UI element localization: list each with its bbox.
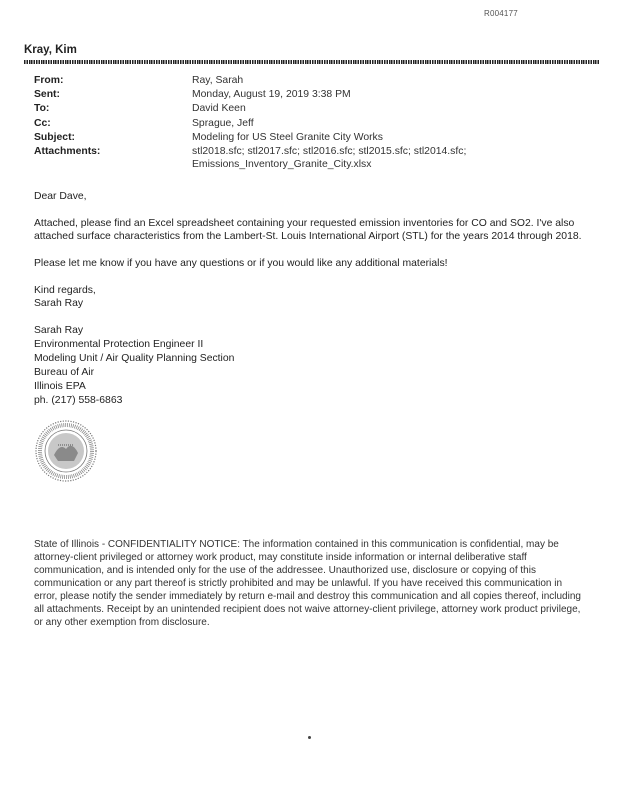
confidentiality-notice: State of Illinois - CONFIDENTIALITY NOTICE: The information contained in this communication is confidential, may be attorney-client privileged or attorney work product, may constitute inside information or internal deliberative staff communication, and is intended only for the use of the addressee. Unauthorized use, disclosure or copying of this communication or any part thereof is strictly prohibited and may be unlawful. If you have received this communication in error, please notify the sender immediately by return e-mail and destroy this communication and all copies thereof, including all attachments. Receipt by an unintended recipient does not waive attorney-client privilege, attorney work product privilege, or any other exemption from disclosure. (34, 539, 581, 628)
body-paragraph-2: Please let me know if you have any questions or if you would like any additional materials! (34, 258, 448, 269)
header-row-sent (34, 88, 594, 101)
closing-line: Kind regards, (34, 285, 96, 296)
header-label: Attachments: (34, 145, 101, 157)
header-value-subject: Modeling for US Steel Granite City Works (192, 131, 383, 143)
header-label: From: (34, 75, 64, 86)
signature-unit: Modeling Unit / Air Quality Planning Section (34, 353, 235, 365)
signature-title: Environmental Protection Engineer II (34, 339, 204, 351)
email-body (34, 190, 586, 408)
signature-block (34, 324, 586, 408)
header-row-to (34, 102, 594, 115)
body-paragraph-1: Attached, please find an Excel spreadsheet containing your requested emission inventories for CO and SO2. I've also attached surface characteristics from the Lambert-St. Louis International Airport (STL) for the years 2014 through 2018. (34, 218, 582, 242)
greeting: Dear Dave, (34, 191, 87, 202)
header-row-cc (34, 117, 594, 130)
header-label: Sent: (34, 89, 60, 101)
page-mark (308, 736, 311, 739)
agency-seal-icon (34, 419, 98, 483)
closing-block (34, 284, 586, 310)
header-value-to: David Keen (192, 103, 246, 115)
header-value-sent: Monday, August 19, 2019 3:38 PM (192, 89, 351, 101)
signature-agency: Illinois EPA (34, 381, 86, 393)
sender-name-heading: Kray, Kim (24, 44, 77, 56)
signature-phone: ph. (217) 558-6863 (34, 395, 123, 407)
header-value-cc: Sprague, Jeff (192, 117, 254, 129)
signature-name: Sarah Ray (34, 325, 84, 336)
header-value-from: Ray, Sarah (192, 75, 244, 86)
attachment-files-line: stl2018.sfc; stl2017.sfc; stl2016.sfc; stl2015.sfc; stl2014.sfc; (192, 145, 467, 157)
header-label: Subject: (34, 131, 75, 143)
closing-name: Sarah Ray (34, 298, 84, 309)
header-label: To: (34, 103, 50, 115)
header-row-subject (34, 131, 594, 144)
attachments-list (192, 145, 594, 171)
email-headers (34, 74, 594, 172)
signature-bureau: Bureau of Air (34, 367, 95, 379)
attachment-spreadsheet: Emissions_Inventory_Granite_City.xlsx (192, 158, 372, 170)
header-divider (24, 60, 600, 64)
header-row-attachments (34, 145, 594, 171)
header-row-from (34, 74, 594, 87)
header-label: Cc: (34, 117, 51, 129)
document-page-id: R004177 (484, 9, 518, 18)
